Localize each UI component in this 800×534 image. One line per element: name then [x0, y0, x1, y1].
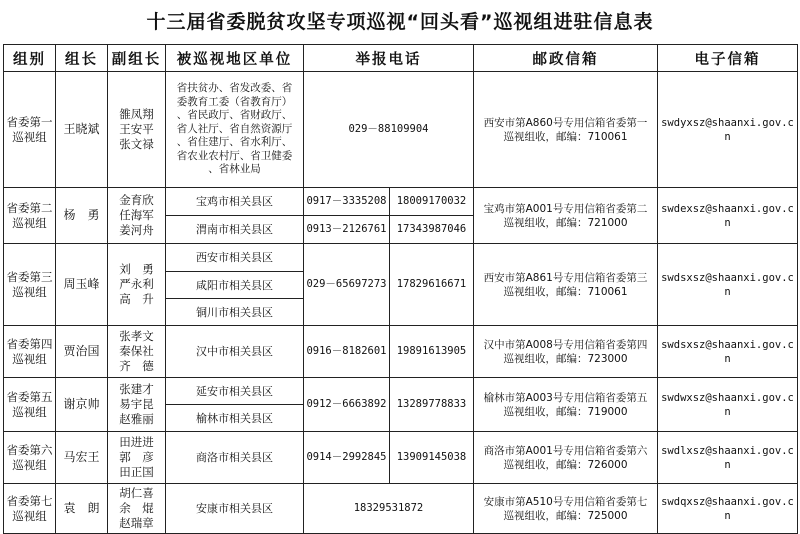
area-cell: 安康市相关县区: [166, 484, 304, 534]
deputy-names: 金育欣 任海军 姜河舟: [108, 188, 166, 244]
table-row: [4, 484, 798, 534]
area-cell: 渭南市相关县区: [166, 216, 304, 244]
deputy-names: 雒凤翔 王安平 张文禄: [108, 72, 166, 188]
email-address: swdsxsz@shaanxi.gov.cn: [658, 326, 798, 378]
mobile-phone: 17829616671: [390, 244, 474, 326]
group-name: 省委第一 巡视组: [4, 72, 56, 188]
page-title: 十三届省委脱贫攻坚专项巡视“回头看”巡视组进驻信息表: [146, 11, 654, 33]
area-cell: 商洛市相关县区: [166, 432, 304, 484]
email-address: swdexsz@shaanxi.gov.cn: [658, 188, 798, 244]
group-name: 省委第五 巡视组: [4, 378, 56, 432]
group-name: 省委第三 巡视组: [4, 244, 56, 326]
leader-name: 周玉峰: [56, 244, 108, 326]
postal-box: 安康市第A510号专用信箱省委第七 巡视组收，邮编：725000: [474, 484, 658, 534]
table-row: [4, 378, 798, 405]
area-cell: 汉中市相关县区: [166, 326, 304, 378]
inspection-info-table: [3, 44, 798, 534]
postal-box: 宝鸡市第A001号专用信箱省委第二 巡视组收，邮编：721000: [474, 188, 658, 244]
deputy-names: 田进进 郭 彦 田正国: [108, 432, 166, 484]
email-address: swdwxsz@shaanxi.gov.cn: [658, 378, 798, 432]
report-phone: 029－88109904: [304, 72, 474, 188]
landline-phone: 0912－6663892: [304, 378, 390, 432]
email-address: swdsxsz@shaanxi.gov.cn: [658, 244, 798, 326]
area-cell: 榆林市相关县区: [166, 405, 304, 432]
header-phone: 举报电话: [304, 45, 474, 72]
postal-box: 西安市第A860号专用信箱省委第一 巡视组收，邮编：710061: [474, 72, 658, 188]
table-row: [4, 72, 798, 188]
leader-name: 杨 勇: [56, 188, 108, 244]
table-row: [4, 432, 798, 484]
leader-name: 袁 朗: [56, 484, 108, 534]
header-leader: 组长: [56, 45, 108, 72]
leader-name: 谢京帅: [56, 378, 108, 432]
landline-phone: 0914－2992845: [304, 432, 390, 484]
mobile-phone: 19891613905: [390, 326, 474, 378]
landline-phone: 029－65697273: [304, 244, 390, 326]
landline-phone: 0916－8182601: [304, 326, 390, 378]
email-address: swdyxsz@shaanxi.gov.cn: [658, 72, 798, 188]
group-name: 省委第七 巡视组: [4, 484, 56, 534]
area-cell: 西安市相关县区: [166, 244, 304, 272]
deputy-names: 张建才 易宇昆 赵雅丽: [108, 378, 166, 432]
table-row: [4, 244, 798, 272]
group-name: 省委第四 巡视组: [4, 326, 56, 378]
landline-phone: 0917－3335208: [304, 188, 390, 216]
landline-phone: 0913－2126761: [304, 216, 390, 244]
mobile-phone: 18009170032: [390, 188, 474, 216]
leader-name: 王晓斌: [56, 72, 108, 188]
group-name: 省委第二 巡视组: [4, 188, 56, 244]
header-mail: 邮政信箱: [474, 45, 658, 72]
area-cell: 宝鸡市相关县区: [166, 188, 304, 216]
postal-box: 榆林市第A003号专用信箱省委第五 巡视组收，邮编：719000: [474, 378, 658, 432]
email-address: swdlxsz@shaanxi.gov.cn: [658, 432, 798, 484]
group-name: 省委第六 巡视组: [4, 432, 56, 484]
header-deputy: 副组长: [108, 45, 166, 72]
header-email: 电子信箱: [658, 45, 798, 72]
mobile-phone: 17343987046: [390, 216, 474, 244]
header-row: [4, 45, 798, 72]
mobile-phone: 13909145038: [390, 432, 474, 484]
postal-box: 西安市第A861号专用信箱省委第三 巡视组收，邮编：710061: [474, 244, 658, 326]
area-cell: 咸阳市相关县区: [166, 272, 304, 299]
deputy-names: 胡仁喜 余 焜 赵瑞章: [108, 484, 166, 534]
postal-box: 汉中市第A008号专用信箱省委第四 巡视组收，邮编：723000: [474, 326, 658, 378]
table-row: [4, 188, 798, 216]
area-cell: 铜川市相关县区: [166, 299, 304, 326]
leader-name: 马宏王: [56, 432, 108, 484]
header-group: 组别: [4, 45, 56, 72]
mobile-phone: 13289778833: [390, 378, 474, 432]
inspected-units: 省扶贫办、省发改委、省 委教育工委（省教育厅） 、省民政厅、省财政厅、 省人社厅、省自然资源厅 、省住建厅、省水利厅、 省农业农村厅、省卫健委 、省林业局: [166, 72, 304, 188]
header-units: 被巡视地区单位: [166, 45, 304, 72]
deputy-names: 刘 勇 严永利 高 升: [108, 244, 166, 326]
leader-name: 贾治国: [56, 326, 108, 378]
table-row: [4, 326, 798, 378]
email-address: swdqxsz@shaanxi.gov.cn: [658, 484, 798, 534]
deputy-names: 张孝文 秦保社 齐 德: [108, 326, 166, 378]
postal-box: 商洛市第A001号专用信箱省委第六 巡视组收，邮编：726000: [474, 432, 658, 484]
report-phone: 18329531872: [304, 484, 474, 534]
area-cell: 延安市相关县区: [166, 378, 304, 405]
